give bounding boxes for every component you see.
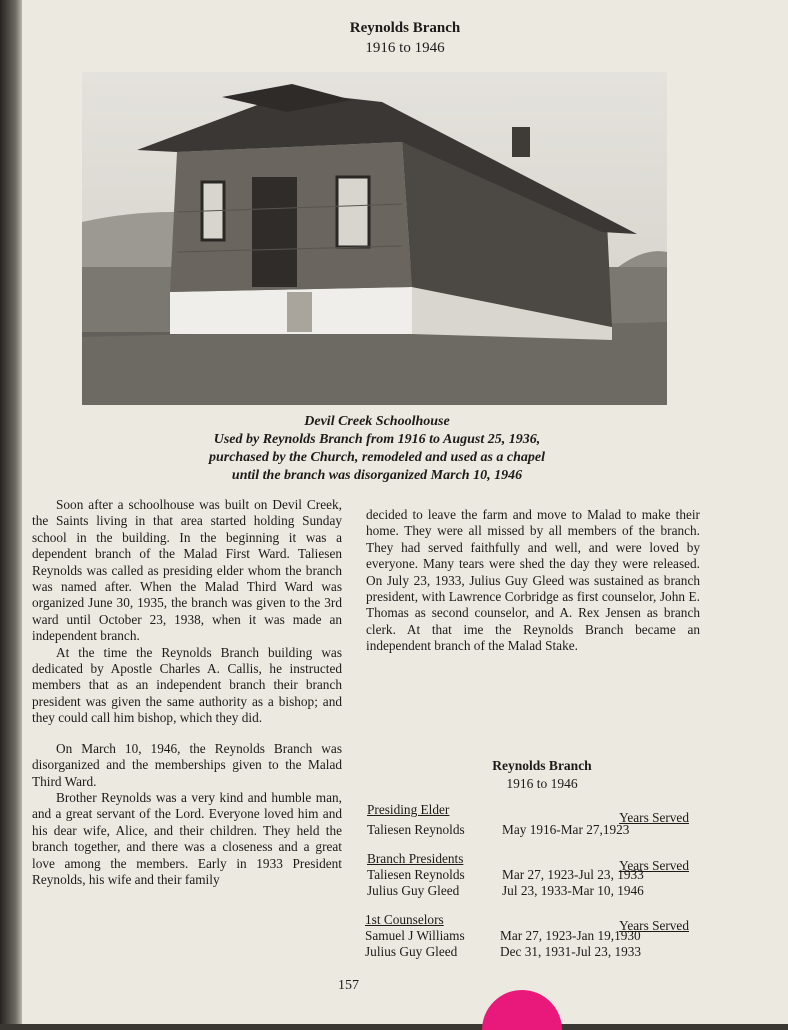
page-number: 157 [338, 978, 359, 993]
paragraph: Soon after a schoolhouse was built on Devil Creek, the Saints living in that area started holding Sunday school in the building. In the beginning it was a dependent branch of the Malad First Ward. Taliesen Reynolds was called as presiding elder whom the branch was named after. When the Malad Third Ward was organized June 30, 1935, the branch was given to the 3rd ward until October 23, 1938, when it was made an independent branch. [32, 497, 342, 644]
column-heading: Years Served [619, 918, 689, 933]
schoolhouse-photo [82, 72, 667, 405]
years-cell: Dec 31, 1931-Jul 23, 1933 [500, 944, 642, 959]
paragraph: On March 10, 1946, the Reynolds Branch was disorganized and the memberships given to the Malad Third Ward. [32, 740, 342, 789]
caption-line: until the branch was disorganized March 10, 1946 [231, 468, 523, 483]
schoolhouse-illustration [82, 72, 667, 405]
book-spine-shadow [0, 0, 22, 1024]
section-heading: Branch Presidents [367, 851, 464, 866]
name-cell: Julius Guy Gleed [367, 883, 460, 898]
caption-line: purchased by the Church, remodeled and used as a chapel [208, 450, 545, 465]
years-cell: May 1916-Mar 27,1923 [502, 822, 630, 837]
summary-title: Reynolds Branch [492, 758, 592, 773]
name-cell: Julius Guy Gleed [365, 944, 458, 959]
table-row [367, 867, 707, 883]
caption-line: Used by Reynolds Branch from 1916 to August 25, 1936, [213, 432, 541, 447]
summary-subtitle: 1916 to 1946 [506, 776, 578, 791]
paragraph: Brother Reynolds was a very kind and humble man, and a great servant of the Lord. Everyone loved him and his dear wife, Alice, and their children. They held the branch together, and there was a closeness and a great love among the members. Early in 1933 President Reynolds, his wife and their family [32, 789, 342, 887]
caption-title: Devil Creek Schoolhouse [304, 414, 450, 429]
pink-page-tab [482, 990, 562, 1030]
name-cell: Taliesen Reynolds [367, 867, 465, 882]
paragraph: At the time the Reynolds Branch building was dedicated by Apostle Charles A. Callis, he instructed members that as an independent branch their branch president was given the same authority as a bishop; and they could call him bishop, which they did. [32, 644, 342, 726]
years-cell: Mar 27, 1923-Jul 23, 1933 [502, 867, 644, 882]
right-text-column [366, 507, 700, 655]
book-page [22, 0, 788, 1024]
page-subtitle: 1916 to 1946 [365, 40, 445, 56]
years-cell: Mar 27, 1923-Jan 19,1930 [500, 928, 641, 943]
name-cell: Samuel J Williams [365, 928, 465, 943]
section-heading: 1st Counselors [365, 912, 444, 927]
summary-section [367, 802, 707, 838]
years-cell: Jul 23, 1933-Mar 10, 1946 [502, 883, 644, 898]
table-row [365, 928, 707, 944]
table-row [367, 883, 707, 899]
left-text-column [32, 497, 342, 888]
section-heading: Presiding Elder [367, 802, 450, 817]
column-heading: Years Served [619, 858, 689, 873]
page-title: Reynolds Branch [349, 20, 461, 36]
summary-section [365, 912, 707, 960]
table-row [365, 944, 707, 960]
name-cell: Taliesen Reynolds [367, 822, 465, 837]
paragraph: decided to leave the farm and move to Malad to make their home. They were all missed by all members of the branch. They had served faithfully and well, and were loved by everyone. Many tears were shed the day they were released. On July 23, 1933, Julius Guy Gleed was sustained as branch president, with Lawrence Corbridge as first counselor, John E. Thomas as second counselor, and A. Rex Jensen as branch clerk. At that ime the Reynolds Branch became an independent branch of the Malad Stake. [366, 507, 700, 654]
column-heading: Years Served [619, 810, 689, 825]
summary-section [367, 851, 707, 899]
table-row [367, 822, 707, 838]
